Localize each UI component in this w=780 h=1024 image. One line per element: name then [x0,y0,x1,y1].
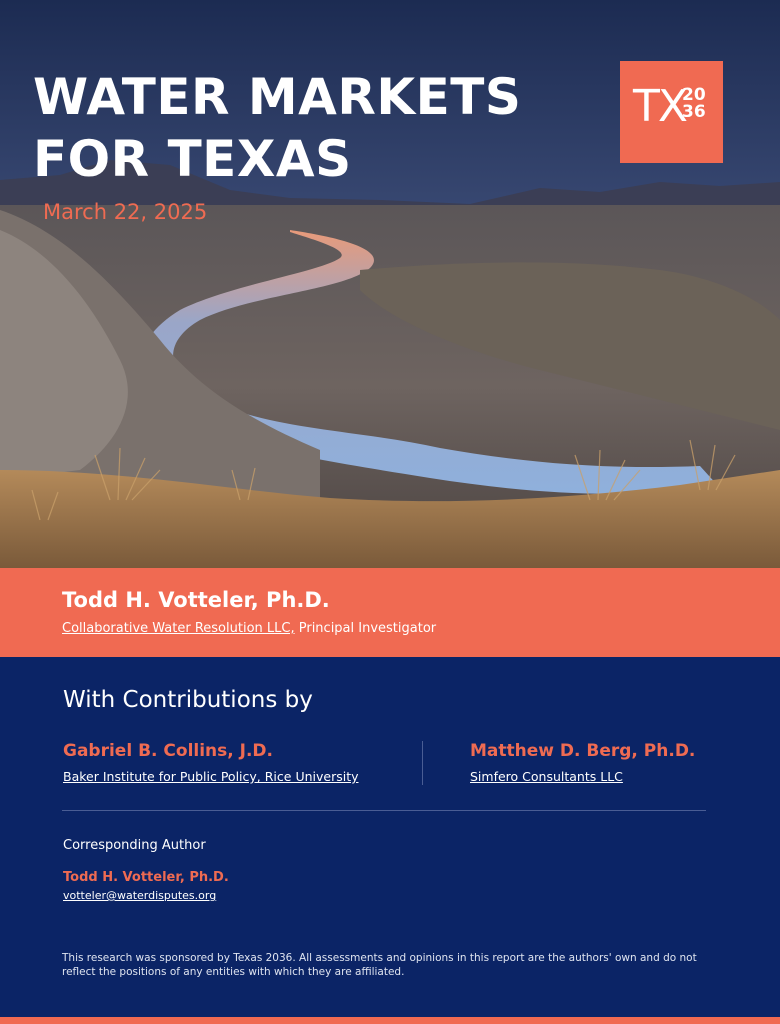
bottom-accent-bar [0,1017,780,1024]
section-divider [62,810,706,811]
contributions-section [0,657,780,1017]
principal-affiliation [62,621,436,636]
texas-2036-logo [620,61,723,163]
logo-digits-bottom: 36 [682,102,706,122]
corresponding-author-email-link[interactable]: votteler@waterdisputes.org [63,889,217,902]
contributions-heading: With Contributions by [63,687,313,713]
principal-name: Todd H. Votteler, Ph.D. [62,588,330,612]
principal-role: Principal Investigator [298,621,437,636]
contributor-name: Gabriel B. Collins, J.D. [63,741,274,761]
logo-digits [682,87,712,121]
principal-organization-link[interactable]: Collaborative Water Resolution LLC, [62,621,295,636]
contributor-name: Matthew D. Berg, Ph.D. [470,741,696,761]
report-date: March 22, 2025 [43,200,208,224]
contributor-divider [422,741,423,785]
corresponding-author-name: Todd H. Votteler, Ph.D. [63,870,229,885]
logo-digits-top: 20 [682,85,706,105]
contributor-affiliation-link[interactable]: Baker Institute for Public Policy, Rice University [63,769,359,784]
corresponding-author-label: Corresponding Author [63,838,206,853]
contributor-affiliation-link[interactable]: Simfero Consultants LLC [470,769,623,784]
report-title [33,66,521,190]
logo-letters: TX [633,81,687,132]
title-line-1: WATER MARKETS [33,68,522,126]
title-line-2: FOR TEXAS [33,130,352,188]
principal-investigator-band [0,568,780,657]
sponsorship-disclaimer: This research was sponsored by Texas 2036. All assessments and opinions in this report are the authors' own and do not reflect the positions of any entities with which they are affiliated. [62,952,697,978]
